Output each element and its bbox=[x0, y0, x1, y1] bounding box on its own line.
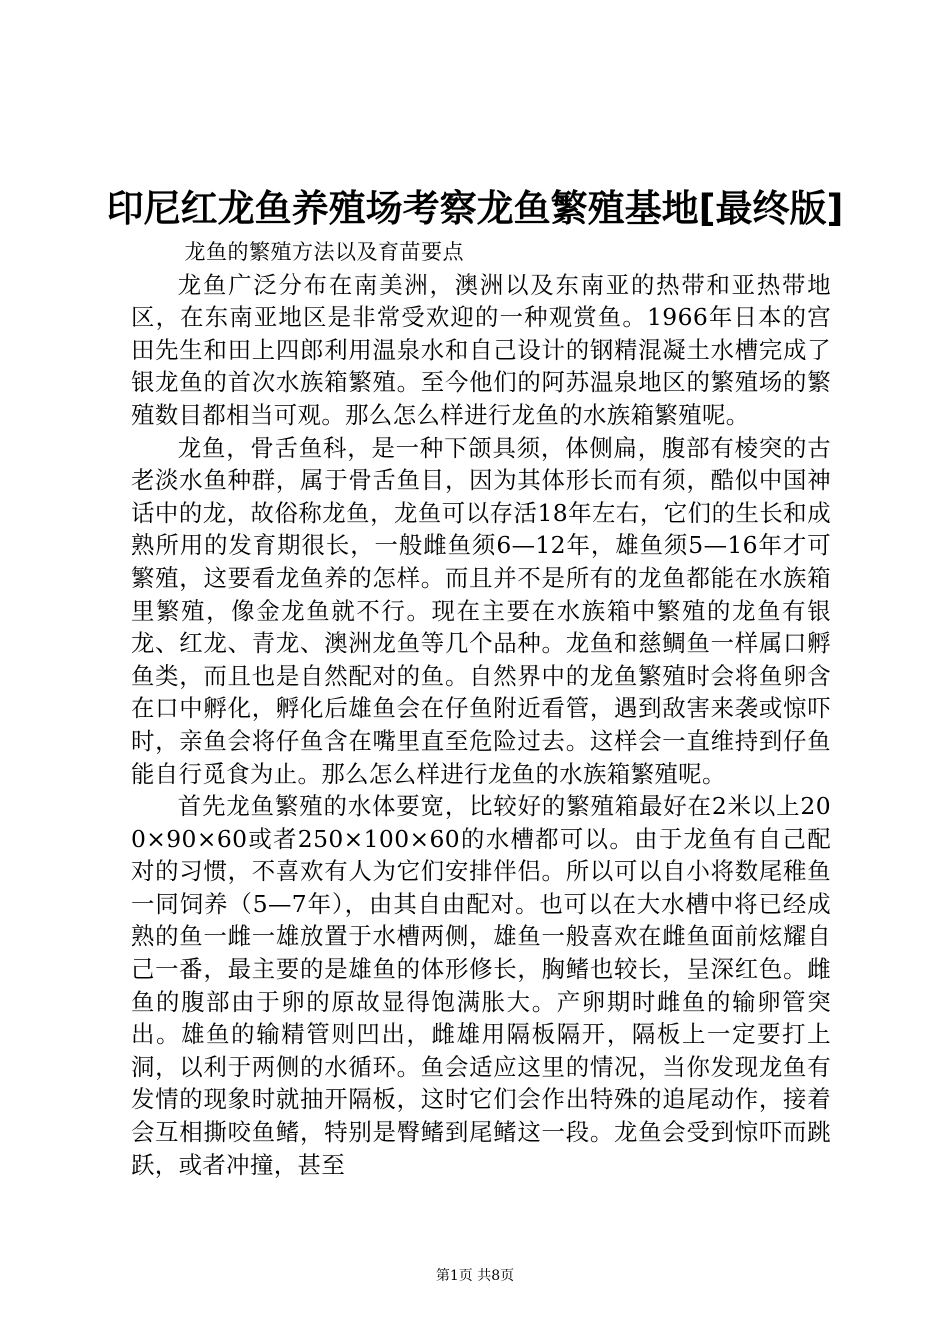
body-paragraph: 龙鱼，骨舌鱼科，是一种下颌具须，体侧扁，腹部有棱突的古老淡水鱼种群，属于骨舌鱼目，因为其体形长而有须，酷似中国神话中的龙，故俗称龙鱼，龙鱼可以存活18年左右，它们的生长和成熟所用的发育期很长，一般雌鱼须6—12年，雄鱼须5—16年才可繁殖，这要看龙鱼养的怎样。而且并不是所有的龙鱼都能在水族箱里繁殖，像金龙鱼就不行。现在主要在水族箱中繁殖的龙鱼有银龙、红龙、青龙、澳洲龙鱼等几个品种。龙鱼和慈鲷鱼一样属口孵鱼类，而且也是自然配对的鱼。自然界中的龙鱼繁殖时会将鱼卵含在口中孵化，孵化后雄鱼会在仔鱼附近看管，遇到敌害来袭或惊吓时，亲鱼会将仔鱼含在嘴里直至危险过去。这样会一直维持到仔鱼能自行觅食为止。那么怎么样进行龙鱼的水族箱繁殖呢。 bbox=[131, 433, 831, 788]
body-paragraph: 龙鱼广泛分布在南美洲，澳洲以及东南亚的热带和亚热带地区，在东南亚地区是非常受欢迎的一种观赏鱼。1966年日本的宫田先生和田上四郎利用温泉水和自己设计的钢精混凝土水槽完成了银龙鱼的首次水族箱繁殖。至今他们的阿苏温泉地区的繁殖场的繁殖数目都相当可观。那么怎么样进行龙鱼的水族箱繁殖呢。 bbox=[131, 270, 831, 429]
document-body bbox=[131, 236, 831, 1181]
body-paragraph: 首先龙鱼繁殖的水体要宽，比较好的繁殖箱最好在2米以上200×90×60或者250×100×60的水槽都可以。由于龙鱼有自己配对的习惯，不喜欢有人为它们安排伴侣。所以可以自小将数尾稚鱼一同饲养（5—7年），由其自由配对。也可以在大水槽中将已经成熟的鱼一雌一雄放置于水槽两侧，雄鱼一般喜欢在雌鱼面前炫耀自己一番，最主要的是雄鱼的体形修长，胸鳍也较长，呈深红色。雌鱼的腹部由于卵的原故显得饱满胀大。产卵期时雌鱼的输卵管突出。雄鱼的输精管则凹出，雌雄用隔板隔开，隔板上一定要打上洞，以利于两侧的水循环。鱼会适应这里的情况，当你发现龙鱼有发情的现象时就抽开隔板，这时它们会作出特殊的追尾动作，接着会互相撕咬鱼鳍，特别是臀鳍到尾鳍这一段。龙鱼会受到惊吓而跳跃，或者冲撞，甚至 bbox=[131, 792, 831, 1179]
page-footer: 第1页 共8页 bbox=[435, 1268, 515, 1284]
document-title: 印尼红龙鱼养殖场考察龙鱼繁殖基地[最终版] bbox=[106, 187, 844, 230]
section-subheading: 龙鱼的繁殖方法以及育苗要点 bbox=[184, 240, 465, 264]
